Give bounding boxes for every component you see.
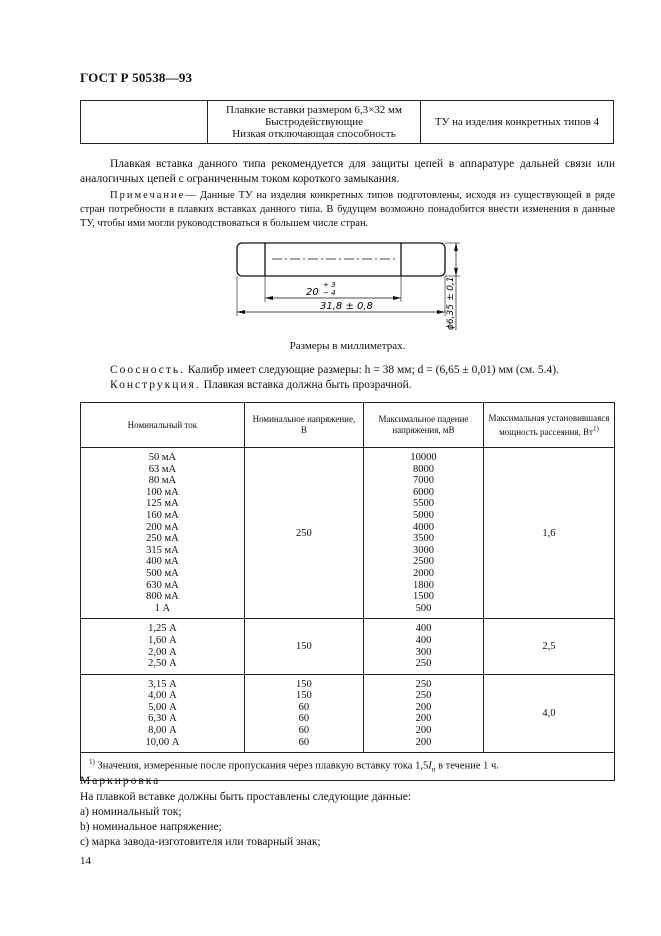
current-cell: 10,00 А	[145, 736, 180, 748]
note-text: — Данные ТУ на изделия конкретных типов подготовлены, исходя из существующей в ряде стран потребности в плавких вставках данного типа. В будущем возможно понадобится внести изменения в данные ТУ, чтобы ими могли руководствоваться в большем числе стран.	[80, 190, 615, 229]
drop-cell: 200	[415, 713, 432, 725]
marking-item-c: с) марка завода-изготовителя или товарный знак;	[80, 836, 321, 848]
current-cell: 2,50 А	[148, 658, 177, 670]
header-power-footnote-mark: 1)	[592, 424, 599, 433]
document-header: ГОСТ Р 50538—93	[80, 70, 193, 85]
drop-cell: 200	[415, 736, 432, 748]
current-cell: 50 мА	[148, 452, 177, 463]
header-voltage-drop: Максимальное падение напряжения, мВ	[364, 403, 484, 448]
current-cell: 2,00 А	[148, 646, 177, 658]
current-cell: 6,30 А	[148, 713, 177, 725]
table-row-group3	[81, 674, 615, 753]
top-table-empty-cell	[81, 101, 208, 144]
drop-cell: 7000	[412, 475, 434, 487]
dim-diameter-value: ϕ6,35 ± 0,1	[446, 276, 456, 330]
current-cell: 63 мА	[148, 463, 177, 475]
current-cell: 250 мА	[146, 533, 179, 545]
note-paragraph	[80, 189, 615, 231]
current-cell: 5,00 А	[148, 701, 177, 713]
arrow-outer-left	[237, 310, 245, 314]
construction-label: Конструкция.	[110, 379, 201, 391]
table-row-group1	[81, 448, 615, 619]
top-table-right: ТУ на изделия конкретных типов 4	[421, 101, 614, 144]
current-cell: 125 мА	[146, 498, 179, 510]
page-number: 14	[80, 855, 91, 867]
top-table-line3: Низкая отключающая способность	[232, 128, 396, 140]
marking-item-a: а) номинальный ток;	[80, 806, 182, 818]
current-cell: 80 мА	[148, 475, 177, 487]
group3-voltages	[244, 674, 363, 753]
voltage-cell: 60	[298, 725, 310, 737]
dim-outer-value: 31,8 ± 0,8	[320, 301, 373, 312]
drop-cell: 200	[415, 701, 432, 713]
table-footnote-row	[81, 753, 615, 781]
table-footnote	[81, 753, 615, 781]
drop-cell: 2500	[412, 556, 434, 568]
dim-inner-tol-minus: − 4	[323, 289, 336, 297]
voltage-cell: 60	[298, 713, 310, 725]
current-cell: 400 мА	[146, 556, 179, 568]
group1-power: 1,6	[483, 448, 614, 619]
paragraph-recommendation: Плавкая вставка данного типа рекомендуется для защиты цепей в аппаратуре дальней связи или аналогичных цепей с ограниченным током короткого замыкания.	[80, 158, 615, 185]
voltage-cell: 60	[298, 736, 310, 748]
construction-text: Плавкая вставка должна быть прозрачной.	[203, 379, 412, 391]
construction-paragraph	[80, 378, 615, 393]
fuse-body	[237, 243, 445, 276]
alignment-paragraph	[80, 363, 615, 378]
footnote-current-symbol: I	[428, 760, 432, 772]
drop-cell: 250	[415, 658, 432, 670]
drop-cell: 10000	[410, 452, 437, 463]
marking-intro: На плавкой вставке должны быть проставлены следующие данные:	[80, 791, 412, 803]
arrow-inner-left	[265, 296, 273, 300]
current-cell: 1,60 А	[148, 634, 177, 646]
group1-currents	[81, 448, 245, 619]
alignment-text: Калибр имеет следующие размеры: h = 38 мм; d = (6,65 ± 0,01) мм (см. 5.4).	[187, 364, 559, 376]
group3-currents	[81, 674, 245, 753]
table-row-group2	[81, 619, 615, 674]
top-table-description	[208, 101, 421, 144]
arrow-diam-top	[454, 243, 458, 251]
drop-cell: 500	[415, 602, 432, 614]
current-cell: 200 мА	[146, 521, 179, 533]
drop-cell: 1500	[412, 591, 434, 603]
header-power-dissipation	[483, 403, 614, 448]
drop-cell: 8000	[412, 463, 434, 475]
drop-cell: 1800	[412, 579, 434, 591]
fuse-drawing	[220, 238, 480, 333]
top-table-line2: Быстродействующие	[264, 116, 364, 128]
marking-item-b: b) номинальное напряжение;	[80, 821, 222, 833]
drop-cell: 250	[415, 678, 432, 690]
current-cell: 100 мА	[146, 486, 179, 498]
voltage-cell: 150	[296, 690, 312, 702]
group2-power: 2,5	[483, 619, 614, 674]
group2-drops	[364, 619, 484, 674]
group2-voltage: 150	[244, 619, 363, 674]
dim-inner-value: 20	[306, 287, 319, 298]
arrow-outer-right	[437, 310, 445, 314]
drop-cell: 4000	[412, 521, 434, 533]
current-cell: 1,25 А	[148, 623, 177, 635]
arrow-inner-right	[393, 296, 401, 300]
drop-cell: 2000	[412, 567, 434, 579]
current-cell: 160 мА	[146, 509, 179, 521]
drop-cell: 200	[415, 725, 432, 737]
marking-title: Маркировка	[80, 775, 161, 787]
footnote-current-subscript: н	[431, 765, 436, 774]
group3-drops	[364, 674, 484, 753]
group1-voltage: 250	[244, 448, 363, 619]
drop-cell: 5500	[412, 498, 434, 510]
top-table	[80, 100, 614, 144]
header-rated-voltage: Номинальное напряжение, В	[244, 403, 363, 448]
ratings-table-header	[81, 403, 615, 448]
current-cell: 500 мА	[146, 567, 179, 579]
drop-cell: 400	[415, 634, 432, 646]
arrow-diam-bottom	[454, 268, 458, 276]
footnote-text-end: в течение 1 ч.	[435, 760, 499, 772]
top-table-line1: Плавкие вставки размером 6,3×32 мм	[226, 104, 402, 116]
drop-cell: 400	[415, 623, 432, 635]
drop-cell: 5000	[412, 509, 434, 521]
group3-power: 4,0	[483, 674, 614, 753]
current-cell: 1 А	[154, 602, 171, 614]
drop-cell: 3500	[412, 533, 434, 545]
drop-cell: 300	[415, 646, 432, 658]
dim-inner-tol-plus: + 3	[323, 281, 336, 289]
current-cell: 3,15 А	[148, 678, 177, 690]
drawing-caption: Размеры в миллиметрах.	[289, 340, 406, 352]
voltage-cell: 150	[296, 678, 312, 690]
group2-currents	[81, 619, 245, 674]
note-label: Примечание	[110, 190, 186, 201]
alignment-label: Соосность.	[110, 364, 186, 376]
drop-cell: 3000	[412, 544, 434, 556]
current-cell: 630 мА	[146, 579, 179, 591]
current-cell: 800 мА	[146, 591, 179, 603]
drop-cell: 6000	[412, 486, 434, 498]
drop-cell: 250	[415, 690, 432, 702]
header-power-text: Максимальная установившаяся мощность рассеяния, Вт	[488, 412, 610, 437]
ratings-table	[80, 402, 615, 781]
footnote-mark: 1)	[89, 758, 95, 767]
voltage-cell: 60	[298, 701, 310, 713]
current-cell: 4,00 А	[148, 690, 177, 702]
current-cell: 8,00 А	[148, 725, 177, 737]
header-rated-current: Номинальный ток	[81, 403, 245, 448]
current-cell: 315 мА	[146, 544, 179, 556]
group1-drops	[364, 448, 484, 619]
footnote-text: Значения, измеренные после пропускания через плавкую вставку тока 1,5	[97, 760, 429, 772]
